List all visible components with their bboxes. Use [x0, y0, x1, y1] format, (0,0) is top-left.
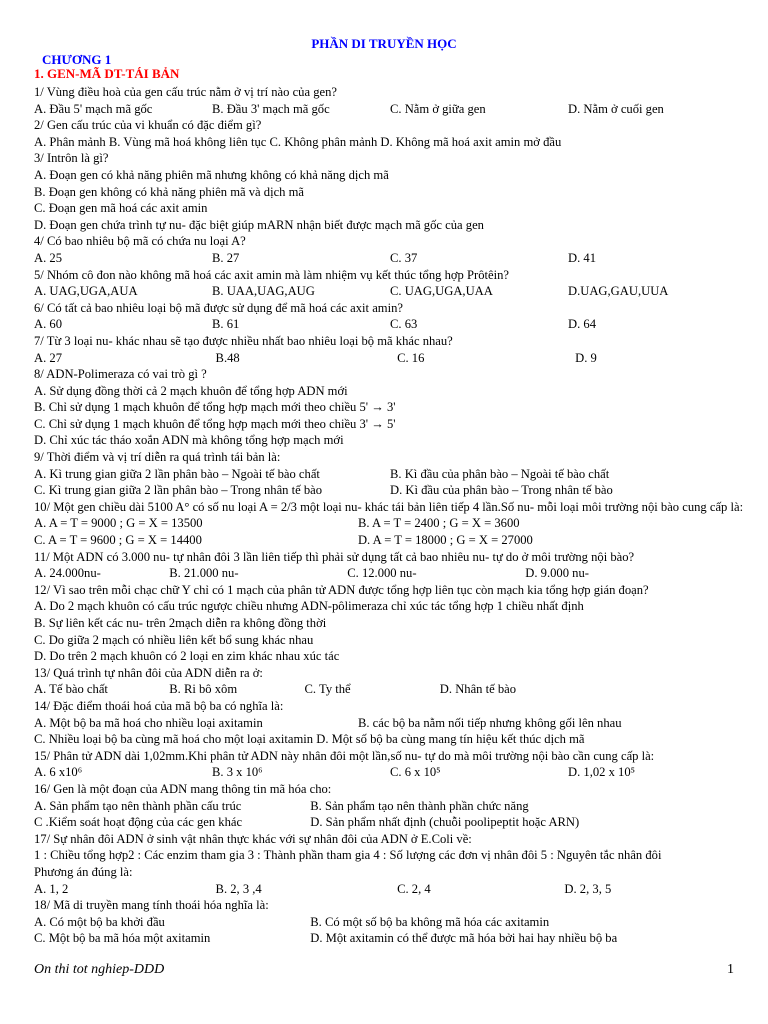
answer-option: A. Kì trung gian giữa 2 lần phân bào – Ngoài tế bào chất: [34, 466, 320, 481]
line-text: C. Đoạn gen mã hoá các axit amin: [34, 201, 208, 216]
document-line: [34, 715, 746, 732]
answer-option: C. Nằm ở giữa gen: [390, 101, 486, 116]
document-line: [34, 150, 746, 167]
answer-option: D. Kì đầu của phân bào – Trong nhân tế bào: [390, 483, 613, 498]
document-line: [34, 781, 746, 798]
document-line: [34, 515, 746, 532]
answer-option: B. UAA,UAG,AUG: [212, 284, 315, 299]
line-text: 9/ Thời điểm và vị trí diễn ra quá trình tái bản là:: [34, 450, 281, 465]
page-number: 1: [727, 962, 734, 977]
answer-option: C. 2, 4: [397, 881, 431, 896]
line-text: 7/ Từ 3 loại nu- khác nhau sẽ tạo được nhiều nhất bao nhiêu loại bộ mã khác nhau?: [34, 333, 453, 348]
answer-option: C. 12.000 nu-: [347, 566, 417, 581]
document-line: [34, 798, 746, 815]
line-text: 6/ Có tất cả bao nhiêu loại bộ mã được sử dụng để mã hoá các axit amin?: [34, 300, 403, 315]
document-line: [34, 84, 746, 101]
line-text: 13/ Quá trình tự nhân đôi của ADN diễn ra ở:: [34, 665, 263, 680]
answer-option: C. UAG,UGA,UAA: [390, 284, 493, 299]
document-line: [34, 482, 746, 499]
answer-option: D. A = T = 18000 ; G = X = 27000: [357, 533, 533, 548]
document-line: [34, 383, 746, 400]
line-text: 2/ Gen cấu trúc của vi khuẩn có đặc điểm gì?: [34, 118, 262, 133]
document-line: [34, 416, 746, 433]
document-line: [34, 449, 746, 466]
document-line: [34, 399, 746, 416]
document-line: [34, 748, 746, 765]
answer-option: B. 27: [212, 250, 240, 265]
line-text: 3/ Intrôn là gì?: [34, 151, 109, 166]
answer-option: C. Kì trung gian giữa 2 lần phân bào – Trong nhân tế bào: [34, 483, 323, 498]
line-text: 10/ Một gen chiều dài 5100 A° có số nu loại A = 2/3 một loại nu- khác tái bản liên tiếp 4 lần.Số nu- mỗi loại môi trường nội bào cung cấp là:: [34, 499, 744, 514]
answer-option: D. Một axitamin có thể được mã hóa bởi hai hay nhiều bộ ba: [310, 931, 618, 946]
line-text: B. Đoạn gen không có khả năng phiên mã và dịch mã: [34, 184, 304, 199]
answer-option: B. A = T = 2400 ; G = X = 3600: [357, 516, 520, 531]
line-text: C. Nhiều loại bộ ba cùng mã hoá cho một loại axitamin D. Một số bộ ba cùng mang tín hiệu kết thúc dịch mã: [34, 732, 585, 747]
chapter-heading: CHƯƠNG 1: [42, 52, 112, 67]
document-line: [34, 283, 746, 300]
answer-option: C. A = T = 9600 ; G = X = 14400: [34, 533, 202, 548]
document-line: [34, 632, 746, 649]
document-line: [34, 615, 746, 632]
document-line: [34, 864, 746, 881]
document-line: [34, 167, 746, 184]
answer-option: A. Một bộ ba mã hoá cho nhiều loại axitamin: [34, 715, 263, 730]
line-text: C. Do giữa 2 mạch có nhiều liên kết bổ sung khác nhau: [34, 632, 314, 647]
document-line: [34, 432, 746, 449]
answer-option: D. 1,02 x 10⁵: [568, 765, 636, 780]
answer-option: C. 6 x 10⁵: [390, 765, 441, 780]
document-line: [34, 881, 746, 898]
line-text: 15/ Phân tử ADN dài 1,02mm.Khi phân tử ADN này nhân đôi một lần,số nu- tự do mà môi trường nội bào cần cung cấp là:: [34, 748, 655, 763]
answer-option: B. 3 x 10⁶: [212, 765, 263, 780]
document-line: [34, 648, 746, 665]
document-line: [34, 814, 746, 831]
line-text: 16/ Gen là một đoạn của ADN mang thông tin mã hóa cho:: [34, 781, 332, 796]
document-line: [34, 731, 746, 748]
line-text: 1 : Chiều tổng hợp2 : Các enzim tham gia 3 : Thành phần tham gia 4 : Số lượng các đơn vị nhân đôi 5 : Nguyên tắc nhân đôi: [34, 848, 662, 863]
answer-option: A. A = T = 9000 ; G = X = 13500: [34, 516, 203, 531]
document-line: [34, 764, 746, 781]
document-line: [34, 549, 746, 566]
document-line: [34, 930, 746, 947]
line-text: 18/ Mã di truyền mang tính thoái hóa nghĩa là:: [34, 898, 269, 913]
answer-option: A. Sản phẩm tạo nên thành phần cấu trúc: [34, 798, 242, 813]
line-text: 1/ Vùng điều hoà của gen cấu trúc nằm ở vị trí nào của gen?: [34, 85, 337, 99]
line-text: 5/ Nhóm cô đon nào không mã hoá các axit amin mà làm nhiệm vụ kết thúc tổng hợp Prôtêin?: [34, 267, 509, 282]
document-line: [34, 366, 746, 383]
line-text: 4/ Có bao nhiêu bộ mã có chứa nu loại A?: [34, 234, 246, 249]
question-list: [34, 84, 746, 947]
line-text: 8/ ADN-Polimeraza có vai trò gì ?: [34, 367, 207, 382]
document-line: [34, 333, 746, 350]
document-line: [34, 582, 746, 599]
answer-option: A. Có một bộ ba khởi đầu: [34, 914, 165, 929]
answer-option: D. 9: [575, 350, 597, 365]
answer-option: D. Nhân tế bào: [439, 682, 517, 697]
document-line: [34, 200, 746, 217]
answer-option: D. 2, 3, 5: [564, 881, 612, 896]
line-text: C. Chỉ sử dụng 1 mạch khuôn để tổng hợp mạch mới theo chiều 3' → 5': [34, 416, 396, 431]
answer-option: B. 2, 3 ,4: [215, 881, 262, 896]
answer-option: D. Sản phẩm nhất định (chuỗi poolipeptit hoặc ARN): [310, 815, 580, 830]
answer-option: B. Kì đầu của phân bào – Ngoài tế bào chất: [390, 466, 610, 481]
answer-option: B. Có một số bộ ba không mã hóa các axitamin: [310, 914, 550, 929]
document-line: [34, 565, 746, 582]
page-title: PHẦN DI TRUYỀN HỌC: [311, 36, 457, 51]
line-text: 12/ Vì sao trên mỗi chạc chữ Y chỉ có 1 mạch của phân tử ADN được tổng hợp liên tục còn mạch kia tổng hợp gián đoạn?: [34, 582, 649, 597]
answer-option: A. UAG,UGA,AUA: [34, 284, 138, 299]
document-line: [34, 267, 746, 284]
document-line: [34, 117, 746, 134]
line-text: 17/ Sự nhân đôi ADN ở sinh vật nhân thực khác với sự nhân đôi của ADN ở E.Coli về:: [34, 831, 472, 846]
document-line: [34, 184, 746, 201]
document-line: [34, 698, 746, 715]
answer-option: C. Một bộ ba mã hóa một axitamin: [34, 931, 211, 946]
answer-option: D. Nằm ở cuối gen: [568, 101, 664, 116]
line-text: Phương án đúng là:: [34, 864, 133, 879]
answer-option: A. 27: [34, 350, 62, 365]
document-line: [34, 532, 746, 549]
answer-option: A. 24.000nu-: [34, 566, 101, 581]
line-text: 14/ Đặc điểm thoái hoá của mã bộ ba có nghĩa là:: [34, 698, 284, 713]
document-line: [34, 831, 746, 848]
answer-option: A. 6 x10⁶: [34, 765, 83, 780]
answer-option: C. 37: [390, 250, 418, 265]
answer-option: D. 9.000 nu-: [525, 566, 589, 581]
answer-option: B. 21.000 nu-: [169, 566, 239, 581]
answer-option: A. Đầu 5' mạch mã gốc: [34, 101, 153, 116]
answer-option: C. 16: [397, 350, 425, 365]
document-line: [34, 316, 746, 333]
answer-option: D. 64: [568, 317, 596, 332]
document-line: [34, 134, 746, 151]
document-line: [34, 101, 746, 118]
answer-option: A. 1, 2: [34, 881, 69, 896]
answer-option: A. Tế bào chất: [34, 682, 108, 697]
document-line: [34, 233, 746, 250]
line-text: B. Sự liên kết các nu- trên 2mạch diễn ra không đồng thời: [34, 616, 327, 630]
document-line: [34, 897, 746, 914]
document-line: [34, 665, 746, 682]
line-text: D. Do trên 2 mạch khuôn có 2 loại en zim khác nhau xúc tác: [34, 649, 340, 664]
answer-option: B. Sản phẩm tạo nên thành phần chức năng: [310, 798, 529, 813]
line-text: A. Do 2 mạch khuôn có cấu trúc ngược chiều nhưng ADN-pôlimeraza chỉ xúc tác tổng hợp 1 chiều nhất định: [34, 599, 584, 614]
footer-text: On thi tot nghiep-DDD: [34, 962, 165, 977]
answer-option: B.48: [215, 350, 240, 365]
document-line: [34, 350, 746, 367]
document-line: [34, 466, 746, 483]
answer-option: A. 25: [34, 250, 62, 265]
answer-option: B. các bộ ba nằm nối tiếp nhưng không gối lên nhau: [357, 715, 622, 730]
document-line: [34, 847, 746, 864]
answer-option: C .Kiểm soát hoạt động của các gen khác: [34, 815, 243, 830]
answer-option: C. 63: [390, 317, 418, 332]
answer-option: D. 41: [568, 250, 596, 265]
answer-option: B. Ri bô xôm: [169, 682, 238, 697]
line-text: A. Đoạn gen có khả năng phiên mã nhưng không có khả năng dịch mã: [34, 167, 389, 182]
document-line: [34, 499, 746, 516]
line-text: A. Sử dụng đồng thời cả 2 mạch khuôn để tổng hợp ADN mới: [34, 383, 348, 398]
answer-option: C. Ty thể: [304, 682, 351, 697]
answer-option: A. 60: [34, 317, 62, 332]
line-text: A. Phân mảnh B. Vùng mã hoá không liên tục C. Không phân mảnh D. Không mã hoá axit amin mở đầu: [34, 134, 562, 149]
line-text: B. Chỉ sử dụng 1 mạch khuôn để tổng hợp mạch mới theo chiều 5' → 3': [34, 400, 396, 415]
answer-option: B. 61: [212, 317, 240, 332]
document-line: [34, 598, 746, 615]
document-line: [34, 250, 746, 267]
document-line: [34, 300, 746, 317]
document-line: [34, 217, 746, 234]
answer-option: B. Đầu 3' mạch mã gốc: [212, 101, 330, 116]
line-text: D. Đoạn gen chứa trình tự nu- đặc biệt giúp mARN nhận biết được mạch mã gốc của gen: [34, 217, 484, 232]
document-line: [34, 914, 746, 931]
answer-option: D.UAG,GAU,UUA: [568, 284, 669, 299]
document-line: [34, 681, 746, 698]
line-text: 11/ Một ADN có 3.000 nu- tự nhân đôi 3 lần liên tiếp thì phải sử dụng tất cả bao nhiêu nu- tự do ở môi trường nội bào?: [34, 549, 635, 564]
line-text: D. Chỉ xúc tác tháo xoắn ADN mà không tổng hợp mạch mới: [34, 433, 344, 448]
section-heading: 1. GEN-MÃ DT-TÁI BẢN: [34, 66, 180, 81]
